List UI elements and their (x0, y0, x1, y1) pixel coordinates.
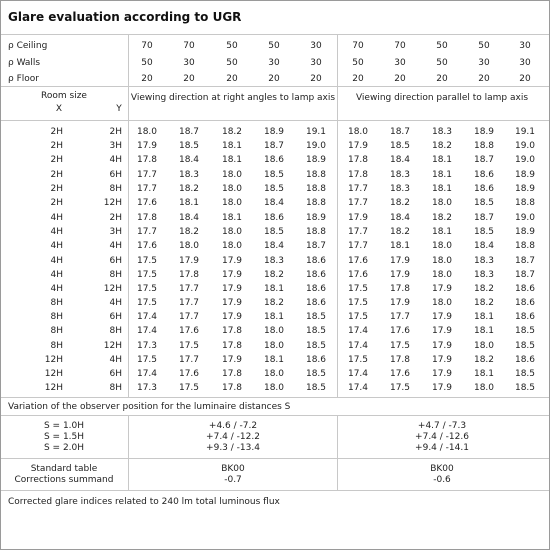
reflectance-value: 20 (183, 74, 195, 84)
ugr-value: 18.4 (263, 198, 285, 208)
ugr-value: 19.0 (514, 155, 536, 165)
ugr-value: 17.9 (221, 256, 243, 266)
ugr-value: 17.5 (389, 341, 411, 351)
vrule-mid-bottom (337, 415, 338, 490)
ugr-value: 18.2 (221, 127, 243, 137)
room-size-x-cell: 12H (44, 383, 63, 393)
room-size-y-cell: 6H (109, 256, 122, 266)
view-header-parallel: Viewing direction parallel to lamp axis (355, 93, 529, 103)
room-size-y-cell: 3H (109, 227, 122, 237)
ugr-value: 18.0 (221, 241, 243, 251)
variation-right-1: +4.6 / -7.2 (208, 421, 258, 431)
variation-parallel-2: +7.4 / -12.6 (415, 432, 469, 442)
reflectance-value: 20 (141, 74, 153, 84)
standard-table-parallel: BK00 (430, 464, 454, 474)
standard-table-label: Standard table (30, 464, 98, 474)
reflectance-value: 50 (478, 41, 490, 51)
ugr-value: 17.9 (389, 256, 411, 266)
ugr-value: 17.8 (347, 155, 369, 165)
ugr-value: 18.0 (263, 341, 285, 351)
ugr-value: 18.2 (473, 298, 495, 308)
reflectance-value: 30 (310, 41, 322, 51)
ugr-value: 17.7 (347, 198, 369, 208)
ugr-value: 17.9 (221, 298, 243, 308)
ugr-value: 18.7 (473, 155, 495, 165)
ugr-value: 17.5 (136, 298, 158, 308)
standard-table-right: BK00 (221, 464, 245, 474)
reflectance-value: 50 (226, 41, 238, 51)
vrule-mid (337, 34, 338, 397)
room-size-x-cell: 2H (50, 198, 63, 208)
ugr-value: 18.5 (263, 184, 285, 194)
ugr-value: 18.0 (431, 198, 453, 208)
ugr-value: 17.5 (347, 312, 369, 322)
ugr-value: 18.6 (263, 155, 285, 165)
reflectance-value: 70 (141, 41, 153, 51)
ugr-value: 18.0 (136, 127, 158, 137)
reflectance-walls-label: ρ Walls (8, 58, 41, 68)
ugr-value: 18.4 (178, 213, 200, 223)
ugr-value: 18.1 (263, 284, 285, 294)
reflectance-ceiling-label: ρ Ceiling (8, 41, 48, 51)
reflectance-value: 30 (394, 58, 406, 68)
room-size-y-cell: 8H (109, 184, 122, 194)
variation-label: Variation of the observer position for the luminaire distances S (8, 402, 291, 412)
room-size-y-cell: 4H (109, 155, 122, 165)
ugr-value: 17.4 (136, 312, 158, 322)
reflectance-value: 70 (183, 41, 195, 51)
reflectance-value: 70 (352, 41, 364, 51)
ugr-value: 18.2 (263, 298, 285, 308)
reflectance-value: 50 (268, 41, 280, 51)
ugr-value: 18.6 (305, 298, 327, 308)
variation-parallel-1: +4.7 / -7.3 (417, 421, 467, 431)
ugr-value: 18.2 (178, 184, 200, 194)
ugr-value: 18.3 (389, 184, 411, 194)
ugr-value: 18.9 (263, 127, 285, 137)
ugr-value: 18.6 (305, 270, 327, 280)
ugr-value: 17.9 (221, 284, 243, 294)
ugr-value: 18.5 (305, 369, 327, 379)
ugr-value: 18.5 (473, 198, 495, 208)
ugr-value: 18.1 (221, 141, 243, 151)
ugr-value: 19.0 (514, 141, 536, 151)
room-size-x-cell: 2H (50, 184, 63, 194)
reflectance-value: 50 (141, 58, 153, 68)
ugr-value: 17.9 (389, 298, 411, 308)
ugr-value: 18.0 (473, 341, 495, 351)
ugr-value: 17.9 (431, 355, 453, 365)
ugr-value: 17.4 (347, 369, 369, 379)
ugr-value: 18.3 (178, 170, 200, 180)
ugr-value: 17.9 (431, 369, 453, 379)
room-size-x-cell: 12H (44, 355, 63, 365)
rule-values (1, 397, 549, 398)
ugr-value: 17.6 (178, 326, 200, 336)
ugr-value: 18.0 (221, 227, 243, 237)
corrections-summand-label: Corrections summand (14, 475, 114, 485)
ugr-value: 18.4 (389, 155, 411, 165)
page-title: Glare evaluation according to UGR (8, 10, 242, 24)
ugr-value: 18.4 (263, 241, 285, 251)
ugr-value: 18.7 (178, 127, 200, 137)
ugr-value: 17.9 (431, 341, 453, 351)
ugr-value: 18.3 (473, 256, 495, 266)
ugr-value: 18.0 (221, 198, 243, 208)
ugr-value: 18.9 (305, 213, 327, 223)
ugr-value: 18.7 (514, 270, 536, 280)
reflectance-value: 30 (519, 58, 531, 68)
reflectance-value: 70 (394, 41, 406, 51)
ugr-value: 17.9 (221, 312, 243, 322)
variation-right-2: +7.4 / -12.2 (206, 432, 260, 442)
ugr-value: 18.9 (514, 170, 536, 180)
room-size-x-cell: 4H (50, 213, 63, 223)
ugr-value: 18.6 (514, 284, 536, 294)
ugr-value: 18.5 (514, 369, 536, 379)
ugr-value: 17.4 (347, 383, 369, 393)
ugr-value: 18.6 (473, 184, 495, 194)
ugr-value: 18.5 (305, 341, 327, 351)
ugr-value: 18.5 (389, 141, 411, 151)
ugr-value: 18.7 (389, 127, 411, 137)
ugr-value: 17.5 (178, 341, 200, 351)
variation-right-3: +9.3 / -13.4 (206, 443, 260, 453)
reflectance-value: 20 (268, 74, 280, 84)
ugr-value: 18.3 (431, 127, 453, 137)
ugr-value: 18.2 (473, 284, 495, 294)
ugr-value: 18.0 (221, 184, 243, 194)
ugr-value: 18.7 (473, 213, 495, 223)
ugr-value: 18.0 (263, 383, 285, 393)
ugr-value: 18.1 (178, 198, 200, 208)
ugr-value: 18.6 (305, 355, 327, 365)
ugr-value: 18.0 (263, 326, 285, 336)
room-size-x-cell: 8H (50, 312, 63, 322)
ugr-value: 17.7 (178, 284, 200, 294)
ugr-value: 17.5 (136, 270, 158, 280)
ugr-value: 18.2 (389, 198, 411, 208)
ugr-value: 18.8 (305, 227, 327, 237)
ugr-value: 18.2 (389, 227, 411, 237)
reflectance-value: 20 (226, 74, 238, 84)
ugr-value: 17.8 (389, 355, 411, 365)
ugr-value: 17.6 (347, 256, 369, 266)
ugr-value: 17.6 (136, 241, 158, 251)
ugr-value: 18.9 (514, 227, 536, 237)
ugr-value: 18.6 (514, 312, 536, 322)
ugr-value: 18.2 (431, 213, 453, 223)
room-size-x-cell: 8H (50, 298, 63, 308)
reflectance-value: 20 (310, 74, 322, 84)
ugr-value: 17.9 (221, 270, 243, 280)
ugr-value: 17.8 (347, 170, 369, 180)
room-size-x-cell: 8H (50, 326, 63, 336)
ugr-value: 18.7 (263, 141, 285, 151)
ugr-value: 18.0 (178, 241, 200, 251)
footer-note: Corrected glare indices related to 240 lm total luminous flux (8, 497, 280, 507)
ugr-value: 17.6 (389, 326, 411, 336)
ugr-value: 17.7 (136, 227, 158, 237)
ugr-value: 18.1 (389, 241, 411, 251)
ugr-value: 18.1 (431, 170, 453, 180)
ugr-value: 17.7 (178, 298, 200, 308)
room-size-y: Y (116, 104, 122, 114)
ugr-value: 18.5 (263, 227, 285, 237)
room-size-x-cell: 2H (50, 155, 63, 165)
ugr-value: 18.9 (305, 155, 327, 165)
ugr-value: 18.5 (305, 312, 327, 322)
ugr-value: 17.9 (431, 312, 453, 322)
ugr-value: 18.6 (514, 355, 536, 365)
ugr-value: 18.4 (473, 241, 495, 251)
ugr-value: 17.3 (136, 383, 158, 393)
ugr-value: 17.8 (221, 383, 243, 393)
ugr-value: 18.6 (473, 170, 495, 180)
reflectance-value: 30 (183, 58, 195, 68)
ugr-value: 19.1 (514, 127, 536, 137)
ugr-value: 17.6 (389, 369, 411, 379)
corrections-summand-parallel: -0.6 (433, 475, 451, 485)
ugr-value: 17.9 (178, 256, 200, 266)
ugr-value: 18.1 (431, 155, 453, 165)
ugr-value: 18.4 (389, 213, 411, 223)
corrections-summand-right: -0.7 (224, 475, 242, 485)
ugr-value: 18.9 (473, 127, 495, 137)
room-size-y-cell: 8H (109, 383, 122, 393)
ugr-value: 17.5 (347, 284, 369, 294)
room-size-y-cell: 4H (109, 298, 122, 308)
ugr-value: 17.6 (178, 369, 200, 379)
ugr-value: 18.0 (473, 383, 495, 393)
ugr-value: 17.8 (389, 284, 411, 294)
rule-header (1, 120, 549, 121)
ugr-value: 18.1 (431, 227, 453, 237)
ugr-value: 18.8 (305, 184, 327, 194)
ugr-value: 17.7 (136, 170, 158, 180)
ugr-value: 18.6 (263, 213, 285, 223)
ugr-value: 18.9 (514, 184, 536, 194)
ugr-value: 17.5 (389, 383, 411, 393)
ugr-value: 18.5 (305, 326, 327, 336)
ugr-value: 18.0 (347, 127, 369, 137)
room-size-x-cell: 2H (50, 141, 63, 151)
ugr-value: 18.6 (305, 256, 327, 266)
ugr-value: 18.1 (473, 312, 495, 322)
ugr-value: 18.5 (514, 326, 536, 336)
reflectance-value: 50 (436, 41, 448, 51)
ugr-value: 17.5 (347, 298, 369, 308)
room-size-y-cell: 2H (109, 127, 122, 137)
ugr-value: 18.6 (305, 284, 327, 294)
ugr-value: 18.8 (305, 198, 327, 208)
rule-standard (1, 490, 549, 491)
variation-s-2: S = 1.5H (43, 432, 85, 442)
ugr-value: 18.5 (473, 227, 495, 237)
ugr-value: 18.1 (263, 355, 285, 365)
reflectance-value: 20 (394, 74, 406, 84)
ugr-value: 18.3 (389, 170, 411, 180)
room-size-label: Room size (41, 91, 87, 101)
room-size-x-cell: 4H (50, 284, 63, 294)
ugr-value: 17.5 (347, 355, 369, 365)
ugr-value: 17.8 (178, 270, 200, 280)
ugr-value: 19.0 (514, 213, 536, 223)
ugr-value: 17.3 (136, 341, 158, 351)
ugr-value: 17.9 (136, 141, 158, 151)
ugr-value: 17.6 (136, 198, 158, 208)
ugr-value: 18.2 (263, 270, 285, 280)
ugr-value: 18.1 (221, 213, 243, 223)
room-size-y-cell: 12H (103, 198, 122, 208)
ugr-value: 18.0 (431, 270, 453, 280)
reflectance-value: 30 (478, 58, 490, 68)
ugr-value: 17.8 (221, 326, 243, 336)
ugr-value: 18.4 (178, 155, 200, 165)
room-size-x-cell: 2H (50, 170, 63, 180)
reflectance-floor-label: ρ Floor (8, 74, 39, 84)
reflectance-value: 30 (268, 58, 280, 68)
ugr-value: 18.8 (514, 198, 536, 208)
ugr-value: 18.3 (263, 256, 285, 266)
reflectance-value: 20 (436, 74, 448, 84)
ugr-value: 18.7 (514, 256, 536, 266)
ugr-value: 18.2 (431, 141, 453, 151)
ugr-value: 18.1 (473, 326, 495, 336)
ugr-value: 17.4 (347, 326, 369, 336)
ugr-value: 18.0 (263, 369, 285, 379)
ugr-value: 17.9 (431, 326, 453, 336)
ugr-value: 17.5 (136, 284, 158, 294)
ugr-value: 17.9 (347, 213, 369, 223)
rule-variation (1, 458, 549, 459)
ugr-value: 17.8 (136, 155, 158, 165)
variation-s-1: S = 1.0H (43, 421, 85, 431)
room-size-y-cell: 6H (109, 369, 122, 379)
ugr-value: 17.4 (347, 341, 369, 351)
ugr-value: 17.9 (431, 284, 453, 294)
room-size-y-cell: 3H (109, 141, 122, 151)
ugr-value: 18.1 (473, 369, 495, 379)
ugr-value: 17.7 (347, 227, 369, 237)
ugr-value: 18.1 (263, 312, 285, 322)
ugr-value: 18.7 (305, 241, 327, 251)
room-size-y-cell: 2H (109, 213, 122, 223)
ugr-value: 17.9 (389, 270, 411, 280)
ugr-value: 19.0 (305, 141, 327, 151)
rule-variation-label (1, 415, 549, 416)
reflectance-value: 30 (519, 41, 531, 51)
reflectance-value: 50 (436, 58, 448, 68)
ugr-value: 18.8 (473, 141, 495, 151)
ugr-value: 17.4 (136, 369, 158, 379)
room-size-y-cell: 4H (109, 355, 122, 365)
variation-s-3: S = 2.0H (43, 443, 85, 453)
ugr-value: 18.5 (514, 341, 536, 351)
ugr-value: 18.1 (431, 184, 453, 194)
ugr-value: 18.5 (305, 383, 327, 393)
ugr-value: 18.0 (221, 170, 243, 180)
room-size-y-cell: 6H (109, 170, 122, 180)
ugr-value: 17.7 (347, 241, 369, 251)
room-size-x-cell: 12H (44, 369, 63, 379)
ugr-value: 17.5 (136, 256, 158, 266)
ugr-value: 18.5 (263, 170, 285, 180)
reflectance-value: 50 (226, 58, 238, 68)
ugr-value: 18.8 (514, 241, 536, 251)
ugr-value: 18.2 (178, 227, 200, 237)
ugr-value: 18.0 (431, 298, 453, 308)
ugr-value: 18.6 (514, 298, 536, 308)
rule-reflectance (1, 86, 549, 87)
ugr-value: 18.1 (221, 155, 243, 165)
ugr-value: 18.0 (431, 241, 453, 251)
ugr-value: 17.9 (347, 141, 369, 151)
room-size-x-cell: 4H (50, 256, 63, 266)
room-size-x-cell: 4H (50, 241, 63, 251)
room-size-x-cell: 8H (50, 341, 63, 351)
vrule-labels (128, 34, 129, 397)
room-size-y-cell: 8H (109, 270, 122, 280)
ugr-value: 17.9 (221, 355, 243, 365)
ugr-value: 17.7 (389, 312, 411, 322)
ugr-value: 18.5 (514, 383, 536, 393)
room-size-y-cell: 4H (109, 241, 122, 251)
reflectance-value: 50 (352, 58, 364, 68)
reflectance-value: 20 (519, 74, 531, 84)
ugr-value: 17.7 (178, 312, 200, 322)
ugr-value: 17.7 (178, 355, 200, 365)
rule-title (1, 34, 549, 35)
ugr-value: 17.4 (136, 326, 158, 336)
ugr-value: 17.5 (136, 355, 158, 365)
ugr-value: 18.2 (473, 355, 495, 365)
room-size-y-cell: 6H (109, 312, 122, 322)
ugr-value: 19.1 (305, 127, 327, 137)
room-size-x-cell: 4H (50, 270, 63, 280)
view-header-right-angles: Viewing direction at right angles to lamp axis (130, 93, 336, 103)
ugr-value: 17.8 (221, 369, 243, 379)
ugr-value: 17.9 (431, 383, 453, 393)
reflectance-value: 30 (310, 58, 322, 68)
ugr-value: 18.5 (178, 141, 200, 151)
ugr-value: 18.3 (473, 270, 495, 280)
reflectance-value: 20 (478, 74, 490, 84)
ugr-value: 17.6 (347, 270, 369, 280)
ugr-value: 17.7 (347, 184, 369, 194)
vrule-labels-bottom (128, 415, 129, 490)
room-size-y-cell: 12H (103, 341, 122, 351)
ugr-value: 17.8 (221, 341, 243, 351)
room-size-x-cell: 2H (50, 127, 63, 137)
room-size-x-cell: 4H (50, 227, 63, 237)
room-size-y-cell: 12H (103, 284, 122, 294)
ugr-value: 18.0 (431, 256, 453, 266)
ugr-value: 17.8 (136, 213, 158, 223)
ugr-value: 17.7 (136, 184, 158, 194)
room-size-y-cell: 8H (109, 326, 122, 336)
room-size-x: X (55, 104, 63, 114)
variation-parallel-3: +9.4 / -14.1 (415, 443, 469, 453)
reflectance-value: 20 (352, 74, 364, 84)
ugr-value: 17.5 (178, 383, 200, 393)
ugr-value: 18.8 (305, 170, 327, 180)
